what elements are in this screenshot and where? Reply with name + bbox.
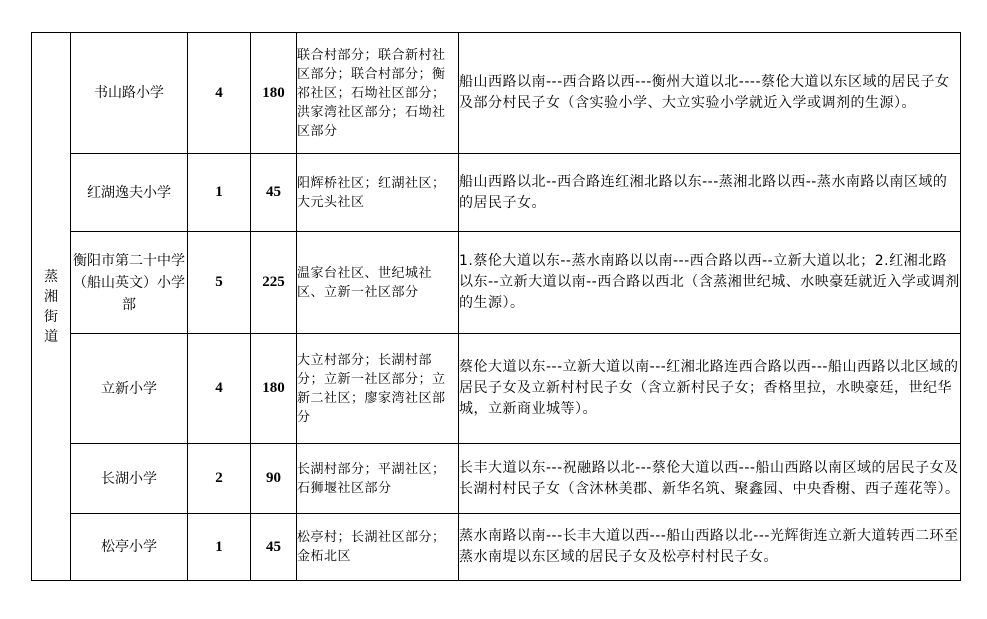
class-count-cell: 1: [188, 514, 251, 581]
community-cell: 松亭村；长湖社区部分；金柘北区: [297, 514, 459, 581]
student-count-cell: 225: [251, 232, 297, 334]
community-cell: 阳辉桥社区；红湖社区；大元头社区: [297, 154, 459, 232]
enrollment-range-cell: 蒸水南路以南---长丰大道以西---船山西路以北---光辉街连立新大道转西二环至蒸水南堤以东区域的居民子女及松亭村村民子女。: [459, 514, 961, 581]
community-cell: 长湖村部分；平湖社区；石狮堰社区部分: [297, 444, 459, 514]
school-name-cell: 红湖逸夫小学: [71, 154, 188, 232]
street-name-char: 街: [44, 308, 58, 325]
class-count-cell: 1: [188, 154, 251, 232]
table-row: [32, 444, 961, 514]
table-row: [32, 334, 961, 444]
street-name-cell: [32, 33, 71, 581]
enrollment-range-cell: 1.蔡伦大道以东--蒸水南路以以南---西合路以西--立新大道以北；2.红湘北路以东--立新大道以南--西合路以西北（含蒸湘世纪城、水映豪廷就近入学或调剂的生源）。: [459, 232, 961, 334]
student-count-cell: 180: [251, 334, 297, 444]
class-count-cell: 4: [188, 33, 251, 154]
class-count-cell: 5: [188, 232, 251, 334]
class-count-cell: 2: [188, 444, 251, 514]
school-name-cell: 书山路小学: [71, 33, 188, 154]
student-count-cell: 180: [251, 33, 297, 154]
community-cell: 温家台社区、世纪城社区、立新一社区部分: [297, 232, 459, 334]
enrollment-range-cell: 长丰大道以东---祝融路以北---蔡伦大道以西---船山西路以南区域的居民子女及长湖村村民子女（含沐林美郡、新华名筑、聚鑫园、中央香榭、西子莲花等）。: [459, 444, 961, 514]
class-count-cell: 4: [188, 334, 251, 444]
school-name-cell: 长湖小学: [71, 444, 188, 514]
table-row: [32, 232, 961, 334]
community-cell: 大立村部分；长湖村部分；立新一社区部分；立新二社区；廖家湾社区部分: [297, 334, 459, 444]
school-name-cell: 衡阳市第二十中学（船山英文）小学部: [71, 232, 188, 334]
school-name-cell: 松亭小学: [71, 514, 188, 581]
street-name-char: 道: [44, 328, 58, 345]
enrollment-range-cell: 蔡伦大道以东---立新大道以南---红湘北路连西合路以西---船山西路以北区域的居民子女及立新村村民子女（含立新村民子女；香格里拉，水映豪廷，世纪华城，立新商业城等）。: [459, 334, 961, 444]
student-count-cell: 45: [251, 514, 297, 581]
enrollment-zone-table: [31, 32, 961, 581]
street-name-char: 湘: [44, 288, 58, 305]
school-name-cell: 立新小学: [71, 334, 188, 444]
table-row: [32, 154, 961, 232]
student-count-cell: 45: [251, 154, 297, 232]
table-row: [32, 514, 961, 581]
street-name-char: 蒸: [44, 268, 58, 285]
student-count-cell: 90: [251, 444, 297, 514]
table-row: [32, 33, 961, 154]
enrollment-range-cell: 船山西路以南---西合路以西---衡州大道以北----蔡伦大道以东区域的居民子女及部分村民子女（含实验小学、大立实验小学就近入学或调剂的生源）。: [459, 33, 961, 154]
community-cell: 联合村部分；联合新村社区部分；联合村部分；衡祁社区；石坳社区部分；洪家湾社区部分；石坳社区部分: [297, 33, 459, 154]
enrollment-range-cell: 船山西路以北--西合路连红湘北路以东---蒸湘北路以西--蒸水南路以南区域的的居民子女。: [459, 154, 961, 232]
